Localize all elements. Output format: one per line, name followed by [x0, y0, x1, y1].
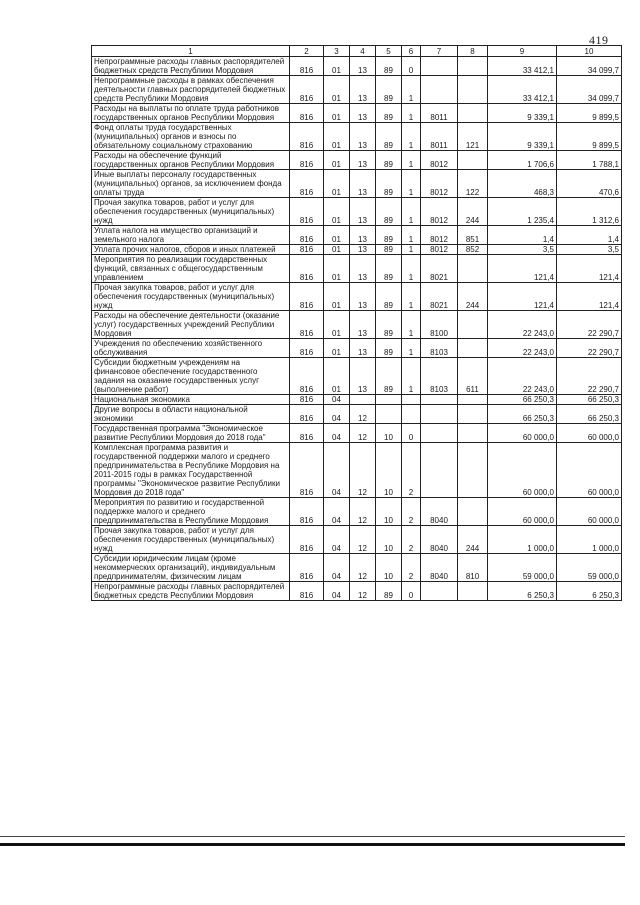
row-name-cell: Расходы на обеспечение деятельности (оказание услуг) государственных учреждений Республики Мордовия	[92, 311, 290, 339]
row-name-cell: Непрограммные расходы главных распорядителей бюджетных средств Республики Мордовия	[92, 57, 290, 76]
expense-type-cell: 121	[458, 123, 488, 151]
section-cell: 04	[324, 554, 350, 582]
amount-year2-cell: 22 290,7	[557, 339, 622, 358]
grbs-cell: 816	[290, 57, 324, 76]
amount-year1-cell: 121,4	[488, 255, 557, 283]
amount-year1-cell: 22 243,0	[488, 311, 557, 339]
table-row	[92, 526, 622, 554]
subprogram-cell: 0	[402, 57, 421, 76]
amount-year2-cell: 66 250,3	[557, 405, 622, 424]
amount-year1-cell: 22 243,0	[488, 358, 557, 395]
amount-year1-cell: 22 243,0	[488, 339, 557, 358]
target-item-cell	[421, 395, 458, 405]
grbs-cell: 816	[290, 76, 324, 104]
amount-year1-cell: 60 000,0	[488, 443, 557, 498]
section-cell: 04	[324, 443, 350, 498]
grbs-cell: 816	[290, 554, 324, 582]
grbs-cell: 816	[290, 498, 324, 526]
subprogram-cell: 1	[402, 255, 421, 283]
amount-year2-cell: 6 250,3	[557, 582, 622, 601]
amount-year1-cell: 9 339,1	[488, 123, 557, 151]
bottom-rule-thin	[0, 836, 625, 837]
subsection-cell: 12	[350, 526, 376, 554]
target-item-cell	[421, 582, 458, 601]
subprogram-cell	[402, 395, 421, 405]
header-cell: 1	[92, 46, 290, 57]
table-row	[92, 198, 622, 226]
table-row	[92, 498, 622, 526]
subprogram-cell: 2	[402, 498, 421, 526]
amount-year1-cell: 1,4	[488, 226, 557, 245]
expense-type-cell	[458, 104, 488, 123]
target-item-cell	[421, 57, 458, 76]
table-row	[92, 151, 622, 170]
amount-year2-cell: 59 000,0	[557, 554, 622, 582]
subsection-cell: 13	[350, 123, 376, 151]
table-row	[92, 443, 622, 498]
table-row	[92, 123, 622, 151]
target-item-cell: 8040	[421, 498, 458, 526]
header-cell: 10	[557, 46, 622, 57]
program-cell: 89	[376, 358, 402, 395]
table-row	[92, 395, 622, 405]
grbs-cell: 816	[290, 255, 324, 283]
table-row	[92, 339, 622, 358]
target-item-cell: 8100	[421, 311, 458, 339]
grbs-cell: 816	[290, 405, 324, 424]
target-item-cell: 8011	[421, 123, 458, 151]
table-row	[92, 245, 622, 255]
subsection-cell: 12	[350, 424, 376, 443]
section-cell: 01	[324, 245, 350, 255]
subprogram-cell: 1	[402, 104, 421, 123]
target-item-cell	[421, 443, 458, 498]
amount-year2-cell: 3,5	[557, 245, 622, 255]
grbs-cell: 816	[290, 245, 324, 255]
target-item-cell: 8040	[421, 526, 458, 554]
page-number: 419	[589, 33, 609, 47]
table-row	[92, 311, 622, 339]
amount-year2-cell: 66 250,3	[557, 395, 622, 405]
amount-year2-cell: 34 099,7	[557, 76, 622, 104]
expense-type-cell: 244	[458, 198, 488, 226]
header-cell: 5	[376, 46, 402, 57]
row-name-cell: Уплата прочих налогов, сборов и иных платежей	[92, 245, 290, 255]
header-cell: 4	[350, 46, 376, 57]
amount-year1-cell: 3,5	[488, 245, 557, 255]
row-name-cell: Субсидии юридическим лицам (кроме некоммерческих организаций), индивидуальным предпринимателям, физическим лицам	[92, 554, 290, 582]
program-cell: 89	[376, 339, 402, 358]
grbs-cell: 816	[290, 358, 324, 395]
target-item-cell: 8012	[421, 226, 458, 245]
section-cell: 01	[324, 358, 350, 395]
expense-type-cell	[458, 498, 488, 526]
section-cell: 01	[324, 151, 350, 170]
target-item-cell: 8103	[421, 358, 458, 395]
amount-year2-cell: 60 000,0	[557, 498, 622, 526]
target-item-cell: 8021	[421, 255, 458, 283]
program-cell: 89	[376, 104, 402, 123]
grbs-cell: 816	[290, 198, 324, 226]
subsection-cell: 12	[350, 554, 376, 582]
row-name-cell: Учреждения по обеспечению хозяйственного обслуживания	[92, 339, 290, 358]
grbs-cell: 816	[290, 582, 324, 601]
amount-year1-cell: 66 250,3	[488, 395, 557, 405]
subsection-cell: 12	[350, 498, 376, 526]
amount-year2-cell: 1 312,6	[557, 198, 622, 226]
subprogram-cell: 2	[402, 526, 421, 554]
row-name-cell: Уплата налога на имущество организаций и земельного налога	[92, 226, 290, 245]
amount-year1-cell: 59 000,0	[488, 554, 557, 582]
amount-year2-cell: 470,6	[557, 170, 622, 198]
header-cell: 2	[290, 46, 324, 57]
target-item-cell: 8021	[421, 283, 458, 311]
grbs-cell: 816	[290, 395, 324, 405]
amount-year1-cell: 60 000,0	[488, 424, 557, 443]
table-row	[92, 76, 622, 104]
subsection-cell: 13	[350, 57, 376, 76]
target-item-cell: 8012	[421, 245, 458, 255]
subsection-cell: 13	[350, 339, 376, 358]
expense-type-cell	[458, 443, 488, 498]
expense-type-cell	[458, 582, 488, 601]
grbs-cell: 816	[290, 226, 324, 245]
amount-year2-cell: 22 290,7	[557, 358, 622, 395]
table-row	[92, 582, 622, 601]
subprogram-cell: 1	[402, 226, 421, 245]
header-cell: 8	[458, 46, 488, 57]
expense-type-cell	[458, 395, 488, 405]
section-cell: 01	[324, 170, 350, 198]
header-cell: 7	[421, 46, 458, 57]
subsection-cell: 13	[350, 104, 376, 123]
target-item-cell: 8011	[421, 104, 458, 123]
section-cell: 01	[324, 339, 350, 358]
grbs-cell: 816	[290, 526, 324, 554]
subprogram-cell: 1	[402, 198, 421, 226]
subsection-cell: 13	[350, 245, 376, 255]
expense-type-cell: 810	[458, 554, 488, 582]
subprogram-cell: 0	[402, 582, 421, 601]
row-name-cell: Государственная программа "Экономическое развитие Республики Мордовия до 2018 года"	[92, 424, 290, 443]
amount-year1-cell: 66 250,3	[488, 405, 557, 424]
table-header-row	[92, 46, 622, 57]
amount-year1-cell: 468,3	[488, 170, 557, 198]
subprogram-cell: 1	[402, 311, 421, 339]
section-cell: 04	[324, 424, 350, 443]
target-item-cell	[421, 405, 458, 424]
expense-type-cell	[458, 57, 488, 76]
amount-year2-cell: 1,4	[557, 226, 622, 245]
expense-type-cell: 611	[458, 358, 488, 395]
expense-type-cell	[458, 405, 488, 424]
amount-year2-cell: 9 899,5	[557, 104, 622, 123]
subprogram-cell: 0	[402, 424, 421, 443]
amount-year1-cell: 121,4	[488, 283, 557, 311]
grbs-cell: 816	[290, 424, 324, 443]
subsection-cell: 12	[350, 443, 376, 498]
subsection-cell: 13	[350, 358, 376, 395]
table-row	[92, 170, 622, 198]
table-body	[92, 57, 622, 601]
table-row	[92, 104, 622, 123]
subsection-cell: 13	[350, 151, 376, 170]
grbs-cell: 816	[290, 283, 324, 311]
table-row	[92, 424, 622, 443]
table-row	[92, 226, 622, 245]
amount-year2-cell: 60 000,0	[557, 424, 622, 443]
subprogram-cell: 1	[402, 76, 421, 104]
table-row	[92, 554, 622, 582]
subsection-cell	[350, 395, 376, 405]
subsection-cell: 13	[350, 311, 376, 339]
section-cell: 04	[324, 405, 350, 424]
program-cell: 10	[376, 498, 402, 526]
amount-year2-cell: 60 000,0	[557, 443, 622, 498]
target-item-cell: 8040	[421, 554, 458, 582]
program-cell: 89	[376, 76, 402, 104]
grbs-cell: 816	[290, 170, 324, 198]
amount-year1-cell: 33 412,1	[488, 76, 557, 104]
program-cell: 89	[376, 311, 402, 339]
grbs-cell: 816	[290, 339, 324, 358]
row-name-cell: Непрограммные расходы главных распорядителей бюджетных средств Республики Мордовия	[92, 582, 290, 601]
subsection-cell: 12	[350, 582, 376, 601]
expense-type-cell: 244	[458, 526, 488, 554]
expense-type-cell: 851	[458, 226, 488, 245]
amount-year1-cell: 1 235,4	[488, 198, 557, 226]
section-cell: 01	[324, 123, 350, 151]
header-cell: 6	[402, 46, 421, 57]
amount-year1-cell: 33 412,1	[488, 57, 557, 76]
row-name-cell: Субсидии бюджетным учреждениям на финансовое обеспечение государственного задания на оказание государственных услуг (выполнение работ)	[92, 358, 290, 395]
amount-year2-cell: 22 290,7	[557, 311, 622, 339]
subprogram-cell: 1	[402, 283, 421, 311]
program-cell: 89	[376, 170, 402, 198]
budget-table	[91, 45, 622, 601]
row-name-cell: Прочая закупка товаров, работ и услуг для обеспечения государственных (муниципальных) нужд	[92, 283, 290, 311]
section-cell: 04	[324, 526, 350, 554]
amount-year1-cell: 9 339,1	[488, 104, 557, 123]
amount-year2-cell: 9 899,5	[557, 123, 622, 151]
subprogram-cell: 1	[402, 339, 421, 358]
row-name-cell: Мероприятия по развитию и государственной поддержке малого и среднего предпринимательства в Республике Мордовия	[92, 498, 290, 526]
program-cell	[376, 405, 402, 424]
table-row	[92, 358, 622, 395]
subprogram-cell: 1	[402, 170, 421, 198]
program-cell	[376, 395, 402, 405]
expense-type-cell: 244	[458, 283, 488, 311]
subsection-cell: 13	[350, 198, 376, 226]
row-name-cell: Расходы на обеспечение функций государственных органов Республики Мордовия	[92, 151, 290, 170]
section-cell: 01	[324, 76, 350, 104]
row-name-cell: Прочая закупка товаров, работ и услуг для обеспечения государственных (муниципальных) нужд	[92, 526, 290, 554]
amount-year2-cell: 121,4	[557, 283, 622, 311]
subsection-cell: 13	[350, 226, 376, 245]
program-cell: 89	[376, 57, 402, 76]
header-cell: 3	[324, 46, 350, 57]
target-item-cell: 8012	[421, 151, 458, 170]
section-cell: 04	[324, 395, 350, 405]
program-cell: 89	[376, 245, 402, 255]
subsection-cell: 13	[350, 283, 376, 311]
row-name-cell: Комплексная программа развития и государственной поддержки малого и среднего предпринимательства в Республике Мордовия на 2011-2015 годы в рамках Государственной программы "Экономическое развитие Республики Мордовия до 2018 года"	[92, 443, 290, 498]
subsection-cell: 13	[350, 170, 376, 198]
table-row	[92, 255, 622, 283]
row-name-cell: Фонд оплаты труда государственных (муниципальных) органов и взносы по обязательному социальному страхованию	[92, 123, 290, 151]
amount-year1-cell: 1 706,6	[488, 151, 557, 170]
subprogram-cell	[402, 405, 421, 424]
program-cell: 89	[376, 582, 402, 601]
section-cell: 04	[324, 498, 350, 526]
program-cell: 89	[376, 226, 402, 245]
expense-type-cell	[458, 339, 488, 358]
row-name-cell: Иные выплаты персоналу государственных (муниципальных) органов, за исключением фонда оплаты труда	[92, 170, 290, 198]
grbs-cell: 816	[290, 123, 324, 151]
target-item-cell: 8012	[421, 198, 458, 226]
subprogram-cell: 1	[402, 358, 421, 395]
amount-year1-cell: 60 000,0	[488, 498, 557, 526]
target-item-cell: 8012	[421, 170, 458, 198]
program-cell: 89	[376, 198, 402, 226]
bottom-rule-thick	[0, 843, 625, 846]
table-row	[92, 283, 622, 311]
program-cell: 10	[376, 554, 402, 582]
section-cell: 01	[324, 283, 350, 311]
expense-type-cell	[458, 311, 488, 339]
expense-type-cell	[458, 255, 488, 283]
target-item-cell	[421, 76, 458, 104]
expense-type-cell	[458, 151, 488, 170]
row-name-cell: Национальная экономика	[92, 395, 290, 405]
program-cell: 89	[376, 151, 402, 170]
section-cell: 01	[324, 255, 350, 283]
header-cell: 9	[488, 46, 557, 57]
amount-year2-cell: 1 788,1	[557, 151, 622, 170]
subprogram-cell: 2	[402, 443, 421, 498]
amount-year2-cell: 1 000,0	[557, 526, 622, 554]
amount-year1-cell: 6 250,3	[488, 582, 557, 601]
program-cell: 10	[376, 424, 402, 443]
row-name-cell: Расходы на выплаты по оплате труда работников государственных органов Республики Мордовия	[92, 104, 290, 123]
grbs-cell: 816	[290, 443, 324, 498]
expense-type-cell: 122	[458, 170, 488, 198]
subprogram-cell: 1	[402, 245, 421, 255]
target-item-cell: 8103	[421, 339, 458, 358]
section-cell: 01	[324, 57, 350, 76]
row-name-cell: Непрограммные расходы в рамках обеспечения деятельности главных распорядителей бюджетных средств Республики Мордовия	[92, 76, 290, 104]
subprogram-cell: 1	[402, 151, 421, 170]
section-cell: 01	[324, 311, 350, 339]
expense-type-cell	[458, 76, 488, 104]
row-name-cell: Другие вопросы в области национальной экономики	[92, 405, 290, 424]
program-cell: 89	[376, 255, 402, 283]
subsection-cell: 12	[350, 405, 376, 424]
row-name-cell: Мероприятия по реализации государственных функций, связанных с общегосударственным управлением	[92, 255, 290, 283]
section-cell: 01	[324, 226, 350, 245]
subprogram-cell: 2	[402, 554, 421, 582]
program-cell: 10	[376, 526, 402, 554]
expense-type-cell	[458, 424, 488, 443]
section-cell: 01	[324, 104, 350, 123]
section-cell: 01	[324, 198, 350, 226]
subsection-cell: 13	[350, 255, 376, 283]
subprogram-cell: 1	[402, 123, 421, 151]
program-cell: 10	[376, 443, 402, 498]
table-row	[92, 57, 622, 76]
amount-year1-cell: 1 000,0	[488, 526, 557, 554]
program-cell: 89	[376, 283, 402, 311]
grbs-cell: 816	[290, 151, 324, 170]
expense-type-cell: 852	[458, 245, 488, 255]
grbs-cell: 816	[290, 104, 324, 123]
program-cell: 89	[376, 123, 402, 151]
target-item-cell	[421, 424, 458, 443]
grbs-cell: 816	[290, 311, 324, 339]
table-row	[92, 405, 622, 424]
subsection-cell: 13	[350, 76, 376, 104]
amount-year2-cell: 34 099,7	[557, 57, 622, 76]
row-name-cell: Прочая закупка товаров, работ и услуг для обеспечения государственных (муниципальных) нужд	[92, 198, 290, 226]
amount-year2-cell: 121,4	[557, 255, 622, 283]
section-cell: 04	[324, 582, 350, 601]
